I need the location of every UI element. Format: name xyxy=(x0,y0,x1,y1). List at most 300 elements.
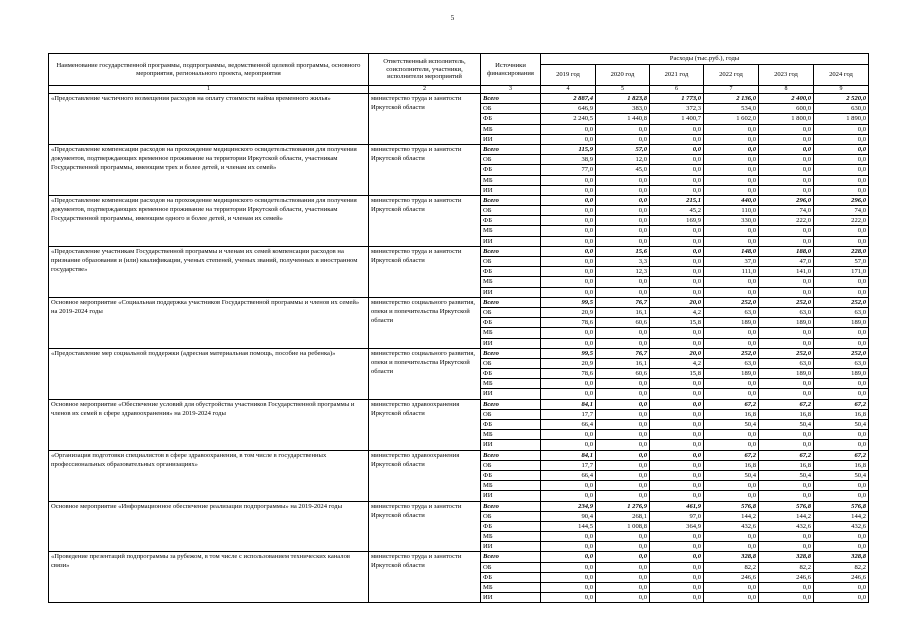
funding-source: ФБ xyxy=(481,165,541,175)
expense-value: 0,0 xyxy=(541,593,596,603)
expense-value: 252,0 xyxy=(814,348,869,358)
expense-value: 0,0 xyxy=(704,389,759,399)
expense-value: 57,0 xyxy=(814,257,869,267)
expense-value: 50,4 xyxy=(814,470,869,480)
expense-value: 252,0 xyxy=(759,348,814,358)
executor-name: министерство здравоохранения Иркутской области xyxy=(369,399,481,450)
expense-value: 0,0 xyxy=(704,165,759,175)
expense-value: 0,0 xyxy=(541,440,596,450)
expense-value: 2 400,0 xyxy=(759,94,814,104)
executor-name: министерство труда и занятости Иркутской области xyxy=(369,552,481,603)
expense-value: 67,2 xyxy=(814,450,869,460)
expense-value: 0,0 xyxy=(814,236,869,246)
expense-value: 0,0 xyxy=(650,124,704,134)
expense-value: 16,8 xyxy=(759,460,814,470)
expense-value: 0,0 xyxy=(814,134,869,144)
expense-value: 0,0 xyxy=(650,583,704,593)
funding-source: ОБ xyxy=(481,104,541,114)
executor-name: министерство труда и занятости Иркутской области xyxy=(369,94,481,145)
expense-value: 0,0 xyxy=(814,338,869,348)
expense-value: 63,0 xyxy=(814,307,869,317)
expense-value: 296,0 xyxy=(814,195,869,205)
expense-value: 0,0 xyxy=(650,572,704,582)
executor-name: министерство труда и занятости Иркутской области xyxy=(369,501,481,552)
expense-value: 0,0 xyxy=(541,216,596,226)
expense-value: 60,6 xyxy=(596,318,650,328)
expense-value: 76,7 xyxy=(596,348,650,358)
expense-value: 0,0 xyxy=(541,328,596,338)
expenses-column-header: Расходы (тыс.руб.), годы xyxy=(541,54,869,65)
expense-value: 0,0 xyxy=(541,277,596,287)
expense-value: 0,0 xyxy=(759,185,814,195)
expense-value: 432,6 xyxy=(704,521,759,531)
funding-source: Всего xyxy=(481,450,541,460)
column-number: 9 xyxy=(814,86,869,94)
expense-value: 16,1 xyxy=(596,358,650,368)
expense-value: 84,1 xyxy=(541,450,596,460)
expense-value: 0,0 xyxy=(650,379,704,389)
executor-name: министерство труда и занятости Иркутской области xyxy=(369,144,481,195)
funding-source: ОБ xyxy=(481,409,541,419)
expense-value: 0,0 xyxy=(650,450,704,460)
expense-value: 0,0 xyxy=(759,328,814,338)
expense-value: 189,0 xyxy=(814,369,869,379)
expense-value: 0,0 xyxy=(704,440,759,450)
expense-value: 0,0 xyxy=(541,124,596,134)
expense-value: 0,0 xyxy=(596,532,650,542)
column-number: 5 xyxy=(596,86,650,94)
funding-source: ОБ xyxy=(481,257,541,267)
funding-source: Всего xyxy=(481,144,541,154)
expense-value: 0,0 xyxy=(596,124,650,134)
expense-value: 0,0 xyxy=(704,175,759,185)
expense-value: 0,0 xyxy=(814,165,869,175)
expense-value: 0,0 xyxy=(541,175,596,185)
expense-value: 0,0 xyxy=(596,491,650,501)
expense-value: 0,0 xyxy=(704,542,759,552)
expense-value: 0,0 xyxy=(541,491,596,501)
expense-value: 0,0 xyxy=(704,287,759,297)
executor-name: министерство здравоохранения Иркутской области xyxy=(369,450,481,501)
expense-value: 0,0 xyxy=(814,155,869,165)
expense-value: 0,0 xyxy=(814,124,869,134)
expense-value: 576,8 xyxy=(814,501,869,511)
expense-value: 0,0 xyxy=(759,532,814,542)
funding-source: ФБ xyxy=(481,114,541,124)
expense-value: 222,0 xyxy=(814,216,869,226)
expense-value: 0,0 xyxy=(704,593,759,603)
expense-value: 0,0 xyxy=(596,379,650,389)
expense-value: 0,0 xyxy=(759,277,814,287)
expense-value: 0,0 xyxy=(759,379,814,389)
expense-value: 141,0 xyxy=(759,267,814,277)
funding-source: МБ xyxy=(481,583,541,593)
expense-value: 0,0 xyxy=(541,379,596,389)
table-header xyxy=(49,54,869,94)
expense-value: 0,0 xyxy=(596,175,650,185)
expense-value: 0,0 xyxy=(596,481,650,491)
expense-value: 63,0 xyxy=(704,307,759,317)
funding-source: ФБ xyxy=(481,267,541,277)
expense-value: 189,0 xyxy=(759,318,814,328)
expense-value: 74,0 xyxy=(759,206,814,216)
expense-value: 0,0 xyxy=(704,338,759,348)
expense-value: 16,8 xyxy=(814,409,869,419)
expense-value: 0,0 xyxy=(650,552,704,562)
expense-value: 144,5 xyxy=(541,521,596,531)
funding-source: ОБ xyxy=(481,460,541,470)
funding-source: ФБ xyxy=(481,470,541,480)
expense-value: 0,0 xyxy=(650,409,704,419)
expense-value: 0,0 xyxy=(704,379,759,389)
expense-value: 0,0 xyxy=(596,338,650,348)
expense-value: 67,2 xyxy=(759,450,814,460)
expense-value: 0,0 xyxy=(650,420,704,430)
expense-value: 50,4 xyxy=(704,470,759,480)
expense-value: 66,4 xyxy=(541,470,596,480)
expense-value: 0,0 xyxy=(596,287,650,297)
measure-name: «Предоставление компенсации расходов на прохождение медицинского освидетельствования для получения документов, подтверждающих временное проживание на территории Иркутской области, участникам Государственной программы, имеющим одного и более детей, и членам их семей» xyxy=(49,195,369,246)
expense-value: 78,6 xyxy=(541,369,596,379)
expense-value: 630,0 xyxy=(814,104,869,114)
expense-value: 0,0 xyxy=(650,491,704,501)
expense-value: 0,0 xyxy=(704,185,759,195)
expense-value: 16,8 xyxy=(704,409,759,419)
expense-value: 0,0 xyxy=(650,134,704,144)
expense-value: 0,0 xyxy=(759,134,814,144)
expense-value: 0,0 xyxy=(704,134,759,144)
funding-source: МБ xyxy=(481,124,541,134)
funding-source: ИИ xyxy=(481,491,541,501)
expense-value: 0,0 xyxy=(704,328,759,338)
expense-value: 0,0 xyxy=(650,257,704,267)
expense-value: 0,0 xyxy=(541,583,596,593)
expense-value: 78,6 xyxy=(541,318,596,328)
expense-value: 0,0 xyxy=(596,226,650,236)
expense-value: 4,2 xyxy=(650,307,704,317)
funding-source: Всего xyxy=(481,399,541,409)
expense-value: 0,0 xyxy=(596,195,650,205)
expense-value: 0,0 xyxy=(814,185,869,195)
expense-value: 0,0 xyxy=(596,542,650,552)
table-row-total xyxy=(49,297,869,307)
funding-source: ОБ xyxy=(481,155,541,165)
expense-value: 0,0 xyxy=(541,185,596,195)
year-header: 2022 год xyxy=(704,65,759,86)
expense-value: 0,0 xyxy=(596,277,650,287)
expense-value: 0,0 xyxy=(541,267,596,277)
expense-value: 0,0 xyxy=(814,226,869,236)
expense-value: 84,1 xyxy=(541,399,596,409)
expense-value: 328,8 xyxy=(759,552,814,562)
expense-value: 0,0 xyxy=(704,481,759,491)
expense-value: 534,0 xyxy=(704,104,759,114)
expense-value: 0,0 xyxy=(541,572,596,582)
expense-value: 0,0 xyxy=(650,165,704,175)
expense-value: 144,2 xyxy=(814,511,869,521)
expense-value: 20,9 xyxy=(541,307,596,317)
expense-value: 0,0 xyxy=(650,226,704,236)
measure-name: «Предоставление мер социальной поддержки (адресная материальная помощь, пособие на ребенка)» xyxy=(49,348,369,399)
expense-value: 77,0 xyxy=(541,165,596,175)
expense-value: 383,0 xyxy=(596,104,650,114)
expense-value: 0,0 xyxy=(814,144,869,154)
expense-value: 144,2 xyxy=(759,511,814,521)
expense-value: 115,9 xyxy=(541,144,596,154)
executor-name: министерство труда и занятости Иркутской области xyxy=(369,246,481,297)
expense-value: 97,0 xyxy=(650,511,704,521)
funding-source: МБ xyxy=(481,277,541,287)
expense-value: 148,0 xyxy=(704,246,759,256)
expense-value: 0,0 xyxy=(541,206,596,216)
expense-value: 171,0 xyxy=(814,267,869,277)
funding-source: МБ xyxy=(481,226,541,236)
expense-value: 0,0 xyxy=(814,175,869,185)
expense-value: 90,4 xyxy=(541,511,596,521)
expense-value: 0,0 xyxy=(759,542,814,552)
expense-value: 330,0 xyxy=(704,216,759,226)
expense-value: 15,6 xyxy=(596,246,650,256)
expense-value: 2 136,0 xyxy=(704,94,759,104)
column-number: 7 xyxy=(704,86,759,94)
expense-value: 252,0 xyxy=(704,297,759,307)
expense-value: 1 800,0 xyxy=(759,114,814,124)
funding-source: ИИ xyxy=(481,440,541,450)
expense-value: 1 440,8 xyxy=(596,114,650,124)
expense-value: 16,8 xyxy=(759,409,814,419)
expense-value: 0,0 xyxy=(814,287,869,297)
expense-value: 74,0 xyxy=(814,206,869,216)
expense-value: 82,2 xyxy=(704,562,759,572)
column-number: 6 xyxy=(650,86,704,94)
funding-source: МБ xyxy=(481,430,541,440)
table-row-total xyxy=(49,348,869,358)
funding-source: МБ xyxy=(481,532,541,542)
expense-value: 0,0 xyxy=(704,277,759,287)
measure-name: «Предоставление участникам Государственной программы и членам их семей компенсации расходов на признание образования и (или) квалификации, ученых степеней, ученых званий, полученных в иностранном государстве» xyxy=(49,246,369,297)
funding-source: ФБ xyxy=(481,420,541,430)
expense-value: 76,7 xyxy=(596,297,650,307)
column-number: 3 xyxy=(481,86,541,94)
expense-value: 0,0 xyxy=(759,389,814,399)
funding-source: ИИ xyxy=(481,542,541,552)
expense-value: 57,0 xyxy=(596,144,650,154)
expense-value: 0,0 xyxy=(650,593,704,603)
expense-value: 0,0 xyxy=(814,389,869,399)
expense-value: 67,2 xyxy=(759,399,814,409)
expense-value: 47,0 xyxy=(759,257,814,267)
expense-value: 0,0 xyxy=(650,338,704,348)
expense-value: 0,0 xyxy=(596,562,650,572)
expense-value: 0,0 xyxy=(541,257,596,267)
expense-value: 0,0 xyxy=(814,491,869,501)
expense-value: 372,3 xyxy=(650,104,704,114)
expense-value: 16,8 xyxy=(704,460,759,470)
funding-source: Всего xyxy=(481,552,541,562)
expense-value: 188,0 xyxy=(759,246,814,256)
expense-value: 3,3 xyxy=(596,257,650,267)
expense-value: 0,0 xyxy=(814,277,869,287)
expense-value: 0,0 xyxy=(759,144,814,154)
expense-value: 296,0 xyxy=(759,195,814,205)
expense-value: 0,0 xyxy=(596,552,650,562)
funding-source: ОБ xyxy=(481,206,541,216)
expense-value: 0,0 xyxy=(541,134,596,144)
expense-value: 63,0 xyxy=(704,358,759,368)
executor-column-header: Ответственный исполнитель, соисполнители, участники, исполнители мероприятий xyxy=(369,54,481,86)
measure-name: «Предоставление компенсации расходов на прохождение медицинского освидетельствования для получения документов, подтверждающих временное проживание на территории Иркутской области, участникам Государственной программы, имеющим трех и более детей, и членам их семей» xyxy=(49,144,369,195)
table-row-total xyxy=(49,246,869,256)
executor-name: министерство социального развития, опеки и попечительства Иркутской области xyxy=(369,348,481,399)
expense-value: 45,0 xyxy=(596,165,650,175)
expense-value: 2 887,4 xyxy=(541,94,596,104)
column-number: 8 xyxy=(759,86,814,94)
expense-value: 111,0 xyxy=(704,267,759,277)
expense-value: 0,0 xyxy=(814,440,869,450)
expense-value: 16,8 xyxy=(814,460,869,470)
expense-value: 50,4 xyxy=(814,420,869,430)
expense-value: 0,0 xyxy=(596,450,650,460)
funding-source: Всего xyxy=(481,195,541,205)
year-header: 2024 год xyxy=(814,65,869,86)
expense-value: 0,0 xyxy=(759,165,814,175)
expense-value: 66,4 xyxy=(541,420,596,430)
funding-source: Всего xyxy=(481,297,541,307)
expense-value: 0,0 xyxy=(759,155,814,165)
expense-value: 0,0 xyxy=(814,532,869,542)
expense-value: 12,0 xyxy=(596,155,650,165)
expense-value: 0,0 xyxy=(650,155,704,165)
expense-value: 0,0 xyxy=(704,144,759,154)
expense-value: 0,0 xyxy=(541,481,596,491)
expense-value: 67,2 xyxy=(704,450,759,460)
expense-value: 1 602,0 xyxy=(704,114,759,124)
expense-value: 99,5 xyxy=(541,297,596,307)
expense-value: 0,0 xyxy=(541,562,596,572)
expense-value: 110,0 xyxy=(704,206,759,216)
expense-value: 440,0 xyxy=(704,195,759,205)
expense-value: 246,6 xyxy=(759,572,814,582)
expense-value: 45,2 xyxy=(650,206,704,216)
expense-value: 328,8 xyxy=(704,552,759,562)
expense-value: 63,0 xyxy=(814,358,869,368)
expense-value: 1 008,8 xyxy=(596,521,650,531)
measure-name: «Организация подготовки специалистов в сфере здравоохранения, в том числе в государственных профессиональных образовательных организациях» xyxy=(49,450,369,501)
expense-value: 0,0 xyxy=(814,328,869,338)
expense-value: 0,0 xyxy=(814,593,869,603)
expense-value: 0,0 xyxy=(596,328,650,338)
measure-name: Основное мероприятие «Обеспечение условий для обустройства участников Государственной программы и членов их семей в сфере здравоохранения» на 2019-2024 годы xyxy=(49,399,369,450)
expense-value: 0,0 xyxy=(650,470,704,480)
funding-source: Всего xyxy=(481,246,541,256)
expense-value: 0,0 xyxy=(650,328,704,338)
table-row-total xyxy=(49,94,869,104)
name-column-header: Наименование государственной программы, подпрограммы, ведомственной целевой программы, основного мероприятия, регионального проекта, мероприятия xyxy=(49,54,369,86)
funding-source: ИИ xyxy=(481,134,541,144)
expense-value: 0,0 xyxy=(541,287,596,297)
table-row-total xyxy=(49,450,869,460)
expense-value: 0,0 xyxy=(596,430,650,440)
expense-value: 252,0 xyxy=(704,348,759,358)
measure-name: Основное мероприятие «Информационное обеспечение реализации подпрограммы» на 2019-2024 годы xyxy=(49,501,369,552)
expense-value: 0,0 xyxy=(650,481,704,491)
expense-value: 0,0 xyxy=(814,481,869,491)
year-header: 2021 год xyxy=(650,65,704,86)
expense-value: 364,9 xyxy=(650,521,704,531)
expense-value: 0,0 xyxy=(650,185,704,195)
expense-value: 0,0 xyxy=(759,440,814,450)
expense-value: 246,6 xyxy=(704,572,759,582)
expense-value: 189,0 xyxy=(759,369,814,379)
expense-value: 1 890,0 xyxy=(814,114,869,124)
expense-value: 0,0 xyxy=(596,409,650,419)
expense-value: 0,0 xyxy=(596,583,650,593)
expense-value: 234,9 xyxy=(541,501,596,511)
expense-value: 0,0 xyxy=(759,593,814,603)
expense-value: 2 240,5 xyxy=(541,114,596,124)
expense-value: 576,8 xyxy=(759,501,814,511)
expense-value: 0,0 xyxy=(704,430,759,440)
expense-value: 0,0 xyxy=(541,338,596,348)
expense-value: 0,0 xyxy=(650,440,704,450)
expense-value: 1 276,9 xyxy=(596,501,650,511)
expense-value: 0,0 xyxy=(759,481,814,491)
table-row-total xyxy=(49,552,869,562)
expense-value: 0,0 xyxy=(704,532,759,542)
column-number: 2 xyxy=(369,86,481,94)
expense-value: 0,0 xyxy=(704,226,759,236)
expense-value: 0,0 xyxy=(759,430,814,440)
expense-value: 12,3 xyxy=(596,267,650,277)
expense-value: 0,0 xyxy=(704,124,759,134)
expense-value: 252,0 xyxy=(814,297,869,307)
expense-value: 0,0 xyxy=(596,470,650,480)
page-number: 5 xyxy=(450,14,455,22)
expense-value: 0,0 xyxy=(596,185,650,195)
expense-value: 0,0 xyxy=(596,593,650,603)
expense-value: 0,0 xyxy=(759,338,814,348)
expense-value: 0,0 xyxy=(541,389,596,399)
expense-value: 0,0 xyxy=(650,532,704,542)
source-column-header: Источники финансирования xyxy=(481,54,541,86)
expense-value: 189,0 xyxy=(814,318,869,328)
expense-value: 17,7 xyxy=(541,409,596,419)
expense-value: 0,0 xyxy=(596,216,650,226)
expense-value: 0,0 xyxy=(759,236,814,246)
year-header: 2019 год xyxy=(541,65,596,86)
funding-source: ФБ xyxy=(481,572,541,582)
expense-value: 0,0 xyxy=(596,134,650,144)
funding-source: ОБ xyxy=(481,358,541,368)
expense-value: 0,0 xyxy=(541,542,596,552)
expense-value: 432,6 xyxy=(759,521,814,531)
expense-value: 0,0 xyxy=(650,267,704,277)
expense-value: 20,0 xyxy=(650,348,704,358)
column-number: 4 xyxy=(541,86,596,94)
expense-value: 67,2 xyxy=(704,399,759,409)
expense-value: 0,0 xyxy=(704,236,759,246)
expense-value: 0,0 xyxy=(650,430,704,440)
expense-value: 0,0 xyxy=(650,460,704,470)
expense-value: 0,0 xyxy=(650,542,704,552)
measure-name: «Предоставление частичного возмещения расходов на оплату стоимости найма временного жилья» xyxy=(49,94,369,145)
expense-value: 99,5 xyxy=(541,348,596,358)
funding-source: ФБ xyxy=(481,369,541,379)
expense-value: 50,4 xyxy=(759,470,814,480)
expense-value: 0,0 xyxy=(650,287,704,297)
expense-value: 0,0 xyxy=(541,532,596,542)
funding-source: ИИ xyxy=(481,389,541,399)
